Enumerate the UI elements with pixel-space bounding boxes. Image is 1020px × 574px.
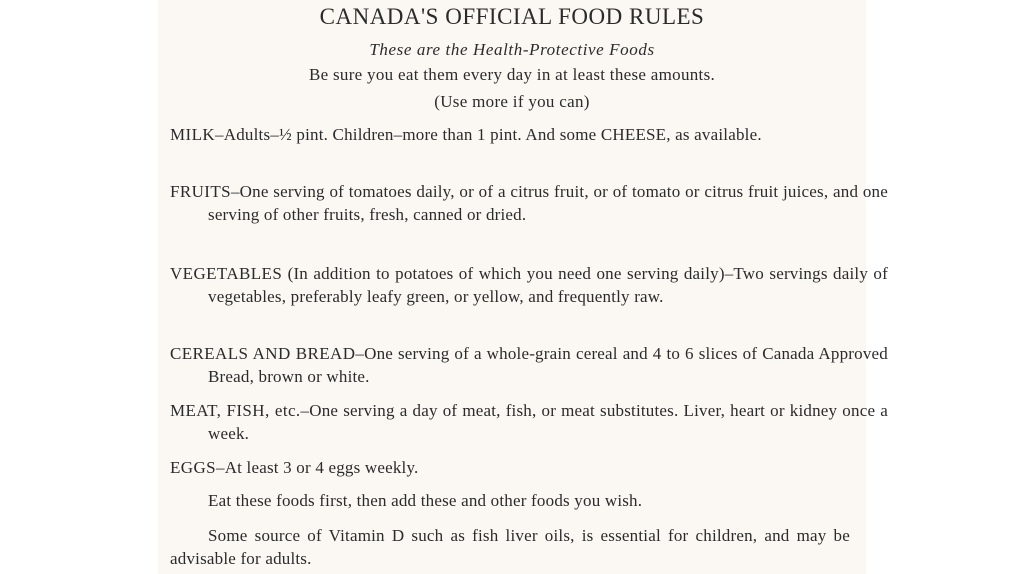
rule-milk-heading: MILK: [170, 125, 216, 144]
rule-eggs-heading: EGGS: [170, 458, 216, 477]
note-eat-first: Eat these foods first, then add these and other foods you wish.: [208, 491, 643, 510]
page-title: CANADA'S OFFICIAL FOOD RULES: [319, 4, 705, 29]
rule-vegetables: [170, 262, 888, 308]
rule-vegetables-text: (In addition to potatoes of which you need one serving daily)–Two servings daily of vegetables, preferably leafy green, or yellow, and frequently raw.: [208, 264, 888, 306]
rule-fruits-text: –One serving of tomatoes daily, or of a citrus fruit, or of tomato or citrus fruit juices, and one serving of other fruits, fresh, canned or dried.: [208, 182, 888, 224]
instruction-text: Be sure you eat them every day in at least these amounts.: [308, 65, 716, 84]
food-rules-page: [158, 0, 888, 574]
rule-cereals-heading: CEREALS AND BREAD: [170, 344, 356, 363]
rule-eggs-text: –At least 3 or 4 eggs weekly.: [216, 458, 419, 477]
note-vitamin-d: Some source of Vitamin D such as fish liver oils, is essential for children, and may be advisable for adults.: [170, 526, 850, 568]
rule-cereals: [170, 342, 888, 388]
rule-meat: [170, 399, 888, 445]
rule-eggs: [170, 456, 888, 479]
rule-cereals-text: –One serving of a whole-grain cereal and 4 to 6 slices of Canada Approved Bread, brown or white.: [208, 344, 888, 386]
rule-milk-text: –Adults–½ pint. Children–more than 1 pint. And some CHEESE, as available.: [215, 125, 762, 144]
instruction-note: (Use more if you can): [434, 92, 590, 111]
rule-milk: [170, 123, 888, 146]
rule-meat-heading: MEAT, FISH, etc.: [170, 401, 301, 420]
rule-meat-text: –One serving a day of meat, fish, or meat substitutes. Liver, heart or kidney once a week.: [208, 401, 888, 443]
rule-fruits-heading: FRUITS: [170, 182, 231, 201]
page-subtitle: These are the Health-Protective Foods: [369, 40, 655, 59]
rule-fruits: [170, 180, 888, 226]
rule-vegetables-heading: VEGETABLES: [170, 264, 283, 283]
